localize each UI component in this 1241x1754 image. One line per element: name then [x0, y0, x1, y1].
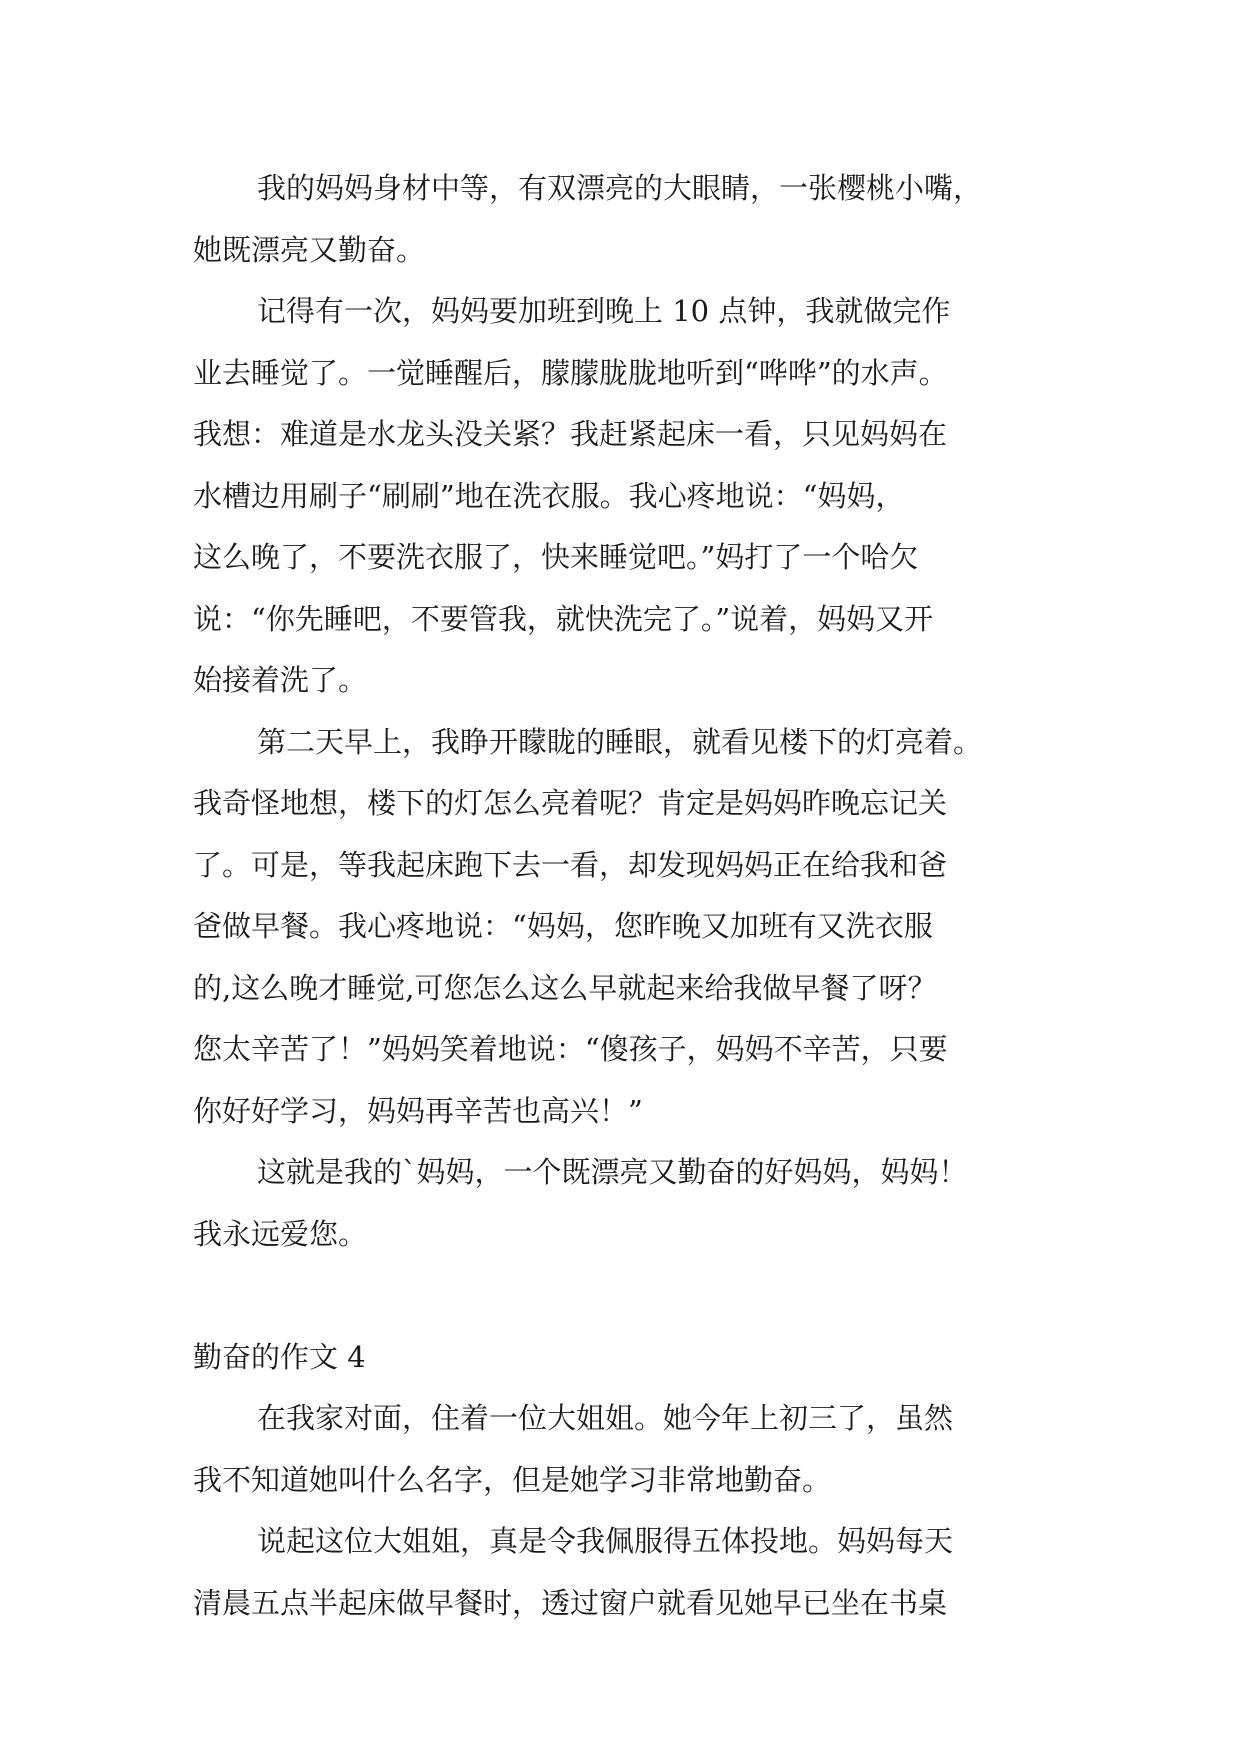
text-line: 水槽边用刷子“刷刷”地在洗衣服。我心疼地说：“妈妈，: [193, 478, 905, 513]
text-line: 第二天早上，我睁开矇眬的睡眼，就看见楼下的灯亮着。: [257, 724, 983, 759]
text-line: 我不知道她叫什么名字，但是她学习非常地勤奋。: [193, 1462, 832, 1497]
text-line: 我永远爱您。: [193, 1216, 368, 1251]
text-line: 爸做早餐。我心疼地说：“妈妈，您昨晚又加班有又洗衣服: [193, 909, 933, 943]
text-line: 始接着洗了。: [193, 663, 368, 697]
text-line: 了。可是，等我起床跑下去一看，却发现妈妈正在给我和爸: [193, 847, 948, 882]
text-line: 我的妈妈身材中等，有双漂亮的大眼睛，一张樱桃小嘴，: [257, 171, 983, 205]
section-title: 勤奋的作文 4: [193, 1339, 366, 1374]
text-line: 这就是我的`妈妈，一个既漂亮又勤奋的好妈妈，妈妈！: [257, 1155, 968, 1189]
text-line: 记得有一次，妈妈要加班到晚上 10 点钟，我就做完作: [257, 294, 951, 328]
text-line: 你好好学习，妈妈再辛苦也高兴！”: [193, 1093, 643, 1128]
paragraph: [193, 1388, 1053, 1511]
paragraph: [193, 281, 1053, 712]
text-line: 说起这位大姐姐，真是令我佩服得五体投地。妈妈每天: [257, 1524, 954, 1558]
text-line: 我奇怪地想，楼下的灯怎么亮着呢？肯定是妈妈昨晚忘记关: [193, 786, 948, 820]
text-line: 说：“你先睡吧，不要管我，就快洗完了。”说着，妈妈又开: [193, 601, 934, 636]
paragraph-gap: [193, 1265, 1053, 1327]
paragraph: [193, 158, 1053, 281]
paragraph: [193, 1142, 1053, 1265]
text-line: 的,这么晚才睡觉,可您怎么这么早就起来给我做早餐了呀？: [193, 970, 937, 1005]
text-line: 清晨五点半起床做早餐时，透过窗户就看见她早已坐在书桌: [193, 1585, 948, 1620]
text-line: 我想：难道是水龙头没关紧？我赶紧起床一看，只见妈妈在: [193, 417, 948, 451]
text-line: 这么晚了，不要洗衣服了，快来睡觉吧。”妈打了一个哈欠: [193, 540, 919, 574]
paragraph: [193, 712, 1053, 1143]
paragraph: [193, 1511, 1053, 1634]
text-line: 您太辛苦了！”妈妈笑着地说：“傻孩子，妈妈不辛苦，只要: [193, 1032, 948, 1066]
text-line: 她既漂亮又勤奋。: [193, 232, 426, 267]
document-body: [193, 158, 1053, 1634]
text-line: 业去睡觉了。一觉睡醒后，朦朦胧胧地听到“哗哗”的水声。: [193, 355, 948, 390]
text-line: 在我家对面，住着一位大姐姐。她今年上初三了，虽然: [257, 1401, 954, 1435]
